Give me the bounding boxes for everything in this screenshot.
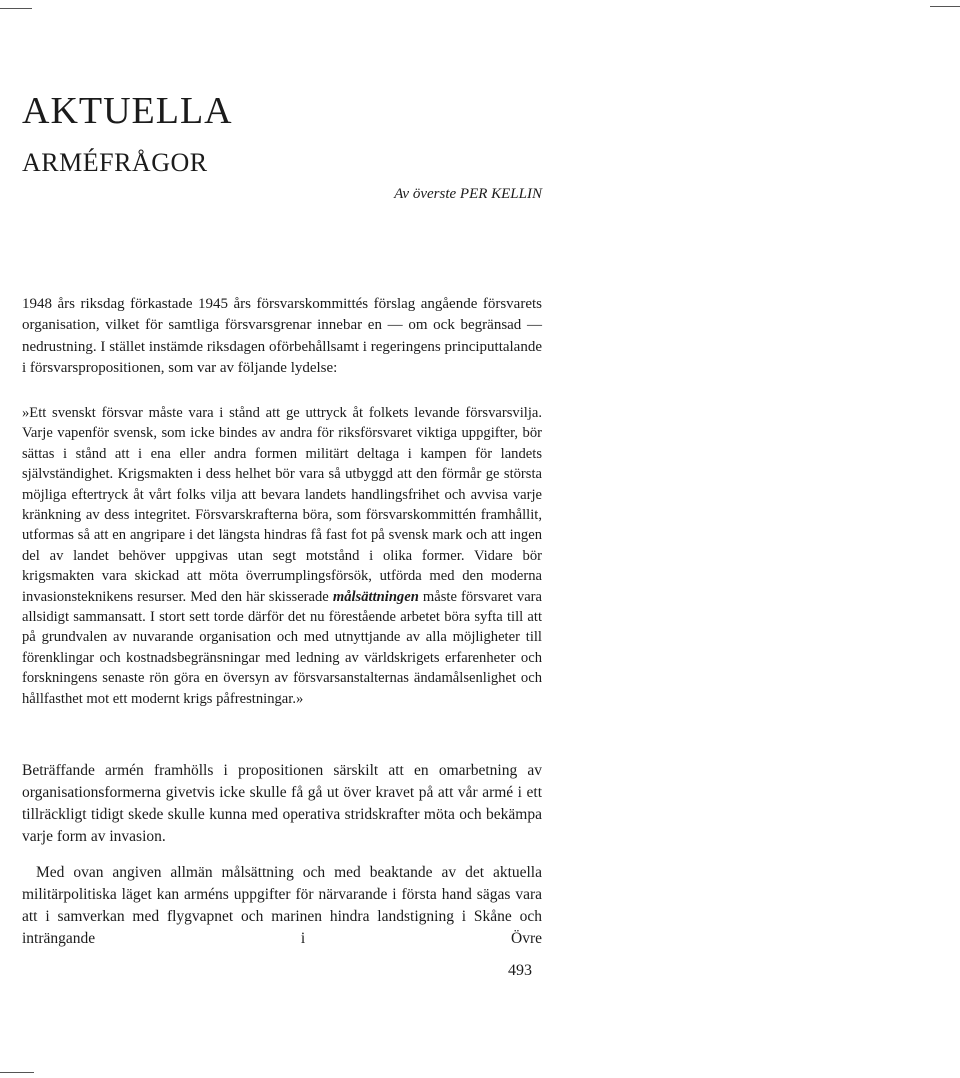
scan-edge-mark-bottom-left [0,1072,34,1073]
scan-edge-mark-top-right [930,6,960,7]
quote-text-before: »Ett svenskt försvar måste vara i stånd att ge uttryck åt folkets levande försvarsvilja. Varje vapenför svensk, som icke bindes av andra för riksförsvaret viktiga uppgifter, bör sättas i stånd att i ena eller andra formen militärt deltaga i kampen för landets självständighet. Krigsmakten i dess helhet bör vara så utbyggd att den förmår ge största möjliga eftertryck åt vårt folks vilja att bevara landets handlingsfrihet och avvisa varje kränkning av dess integritet. Försvarskrafterna böra, som försvarskommittén framhållit, utformas så att en angripare i det längsta hindras få fast fot på svensk mark och att ingen del av landet behöver uppgivas utan segt motstånd i olika former. Vidare bör krigsmakten vara skickad att möta överrumplingsförsök, utförda med den moderna invasionsteknikens resurser. Med den här skisserade [22,405,542,605]
body-paragraph-tasks: Med ovan angiven allmän målsättning och med beaktande av det aktuella militärpolitiska läget kan arméns uppgifter för närvarande i första hand sägas vara att i samverkan med flygvapnet och marinen hindra landstigning i Skåne och inträngande i Övre [22,864,542,947]
scan-edge-mark-top-left [0,8,32,9]
article-title: AKTUELLA [22,90,233,132]
body-paragraph-army: Beträffande armén framhölls i propositionen särskilt att en omarbetning av organisationsformerna givetvis icke skulle få gå ut över kravet på att vår armé i ett tillräckligt tidigt skede skulle kunna med operativa stridskrafter möta och bekämpa varje form av invasion. [22,762,542,845]
author-byline: Av överste PER KELLIN [394,186,542,202]
quote-text-after: måste försvaret vara allsidigt sammansatt. I stort sett torde därför det nu förestående arbetet böra syfta till att på grundvalen av nuvarande organisation och med utnyttjande av alla möjligheter till förenklingar och kostnadsbegränsningar med ledning av världskrigets erfarenheter och forskningens senaste rön göra en översyn av försvarsanstalternas ändamålsenlighet och hållfasthet mot ett modernt krigs påfrestningar.» [22,588,543,707]
quoted-principle-statement [22,403,542,709]
article-subtitle: ARMÉFRÅGOR [22,148,208,177]
quote-emphasis: målsättningen [332,588,419,605]
intro-paragraph: 1948 års riksdag förkastade 1945 års försvarskommittés förslag angående försvarets organisation, vilket för samtliga försvarsgrenar innebar en — om ock begränsad — nedrustning. I stället instämde riksdagen oförbehållsamt i regeringens principuttalande i försvarspropositionen, som var av följande lydelse: [22,296,542,377]
page-number: 493 [508,962,532,979]
